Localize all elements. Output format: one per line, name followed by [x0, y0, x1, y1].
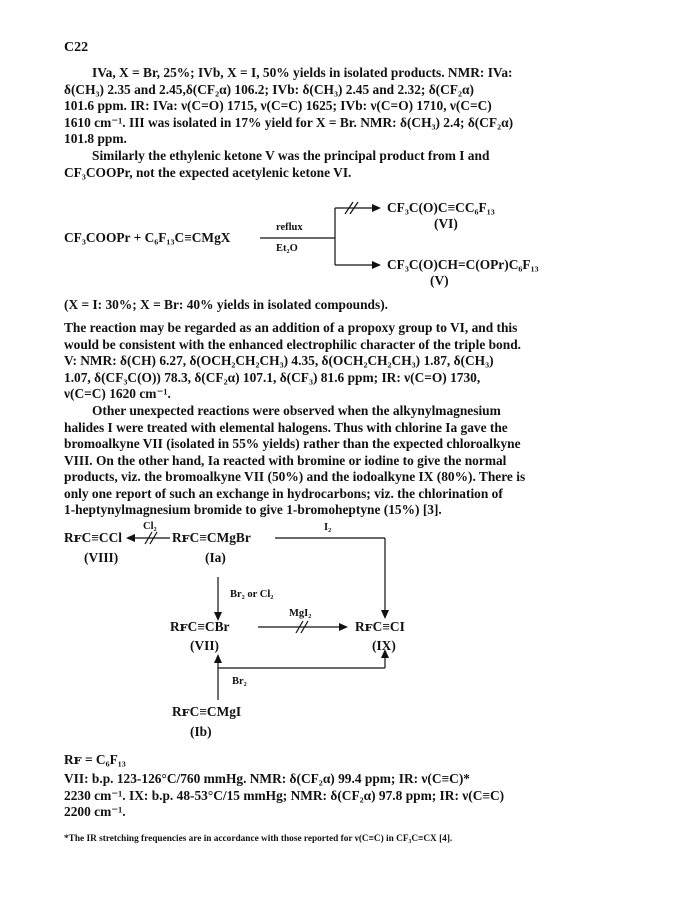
text-line: Other unexpected reactions were observed when the alkynylmagnesium — [92, 403, 501, 418]
reagent-mgi2: MgI₂ — [289, 608, 312, 619]
page-number: C22 — [64, 40, 89, 55]
reagent-i2: I₂ — [324, 522, 332, 533]
condition-reflux: reflux — [276, 222, 303, 233]
scheme-1-reactants: CF₃COOPr + C₆F₁₃C≡CMgX — [64, 230, 231, 245]
product-v-label: (V) — [430, 273, 449, 288]
text-line: products, viz. the bromoalkyne VII (50%) and the iodoalkyne IX (80%). There is — [64, 469, 526, 484]
reagent-br2-or-cl2: Br₂ or Cl₂ — [230, 589, 274, 600]
paragraph-physical-data — [64, 771, 624, 821]
compound-ia: RꜰC≡CMgBr — [172, 530, 251, 545]
product-v: CF₃C(O)CH=C(OPr)C₆F₁₃ — [387, 257, 539, 272]
compound-ib-label: (Ib) — [190, 724, 212, 739]
text-line: 1.07, δ(CF₃C(O)) 78.3, δ(CF₂α) 107.1, δ(CF₃) 81.6 ppm; IR: ν(C=O) 1730, — [64, 369, 481, 385]
product-vi: CF₃C(O)C≡CC₆F₁₃ — [387, 200, 495, 215]
text-line: VII: b.p. 123-126°C/760 mmHg. NMR: δ(CF₂α) 99.4 ppm; IR: ν(C≡C)* — [64, 771, 470, 786]
text-line: 1-heptynylmagnesium bromide to give 1-bromoheptyne (15%) [3]. — [64, 502, 442, 517]
text-line: 2230 cm⁻¹. IX: b.p. 48-53°C/15 mmHg; NMR: δ(CF₂α) 97.8 ppm; IR: ν(C≡C) — [64, 787, 505, 803]
text-line: 101.8 ppm. — [64, 131, 127, 146]
condition-solvent: Et₂O — [276, 243, 298, 254]
text-line: halides I were treated with elemental halogens. Thus with chlorine Ia gave the — [64, 419, 508, 435]
text-line: δ(CH₃) 2.35 and 2.45,δ(CF₂α) 106.2; IVb: δ(CH₃) 2.45 and 2.32; δ(CF₂α) — [64, 81, 474, 97]
text-line: 101.6 ppm. IR: IVa: ν(C=O) 1715, ν(C=C) 1625; IVb: ν(C=O) 1710, ν(C=C) — [64, 98, 492, 113]
compound-ib: RꜰC≡CMgI — [172, 704, 242, 719]
compound-ix: RꜰC≡CI — [355, 619, 405, 634]
footnote: *The IR stretching frequencies are in accordance with those reported for ν(C≡C) in CF₃C≡CX [4]. — [64, 834, 453, 844]
text-line: IVa, X = Br, 25%; IVb, X = I, 50% yields in isolated products. NMR: IVa: — [92, 65, 513, 80]
text-line: would be consistent with the enhanced electrophilic character of the triple bond. — [64, 336, 521, 352]
reagent-br2: Br₂ — [232, 676, 247, 687]
text-line: ν(C=C) 1620 cm⁻¹. — [64, 386, 171, 401]
text-line: VIII. On the other hand, Ia reacted with bromine or iodine to give the normal — [64, 452, 507, 468]
compound-viii: RꜰC≡CCl — [64, 530, 122, 545]
text-line: only one report of such an exchange in hydrocarbons; viz. the chlorination of — [64, 485, 503, 501]
text-line: CF₃COOPr, not the expected acetylenic ketone VI. — [64, 164, 352, 180]
text-line: bromoalkyne VII (isolated in 55% yields) rather than the expected chloroalkyne — [64, 436, 521, 451]
text-line: (X = I: 30%; X = Br: 40% yields in isolated compounds). — [64, 297, 389, 312]
compound-viii-label: (VIII) — [84, 550, 119, 565]
text-line: 1610 cm⁻¹. III was isolated in 17% yield for X = Br. NMR: δ(CH₃) 2.4; δ(CF₂α) — [64, 114, 514, 130]
text-line: Similarly the ethylenic ketone V was the principal product from I and — [92, 148, 490, 163]
text-line: The reaction may be regarded as an addition of a propoxy group to VI, and this — [64, 320, 518, 335]
compound-vii-label: (VII) — [190, 638, 220, 653]
text-line: V: NMR: δ(CH) 6.27, δ(OCH₂CH₂CH₃) 4.35, δ(OCH₂CH₂CH₃) 1.87, δ(CH₃) — [64, 353, 494, 368]
product-vi-label: (VI) — [434, 216, 458, 231]
text-line: 2200 cm⁻¹. — [64, 804, 126, 819]
compound-vii: RꜰC≡CBr — [170, 619, 230, 634]
compound-ix-label: (IX) — [372, 638, 396, 653]
reagent-cl2: Cl₂ — [143, 521, 157, 532]
rf-definition: Rꜰ = C₆F₁₃ — [64, 752, 126, 767]
compound-ia-label: (Ia) — [205, 550, 226, 565]
